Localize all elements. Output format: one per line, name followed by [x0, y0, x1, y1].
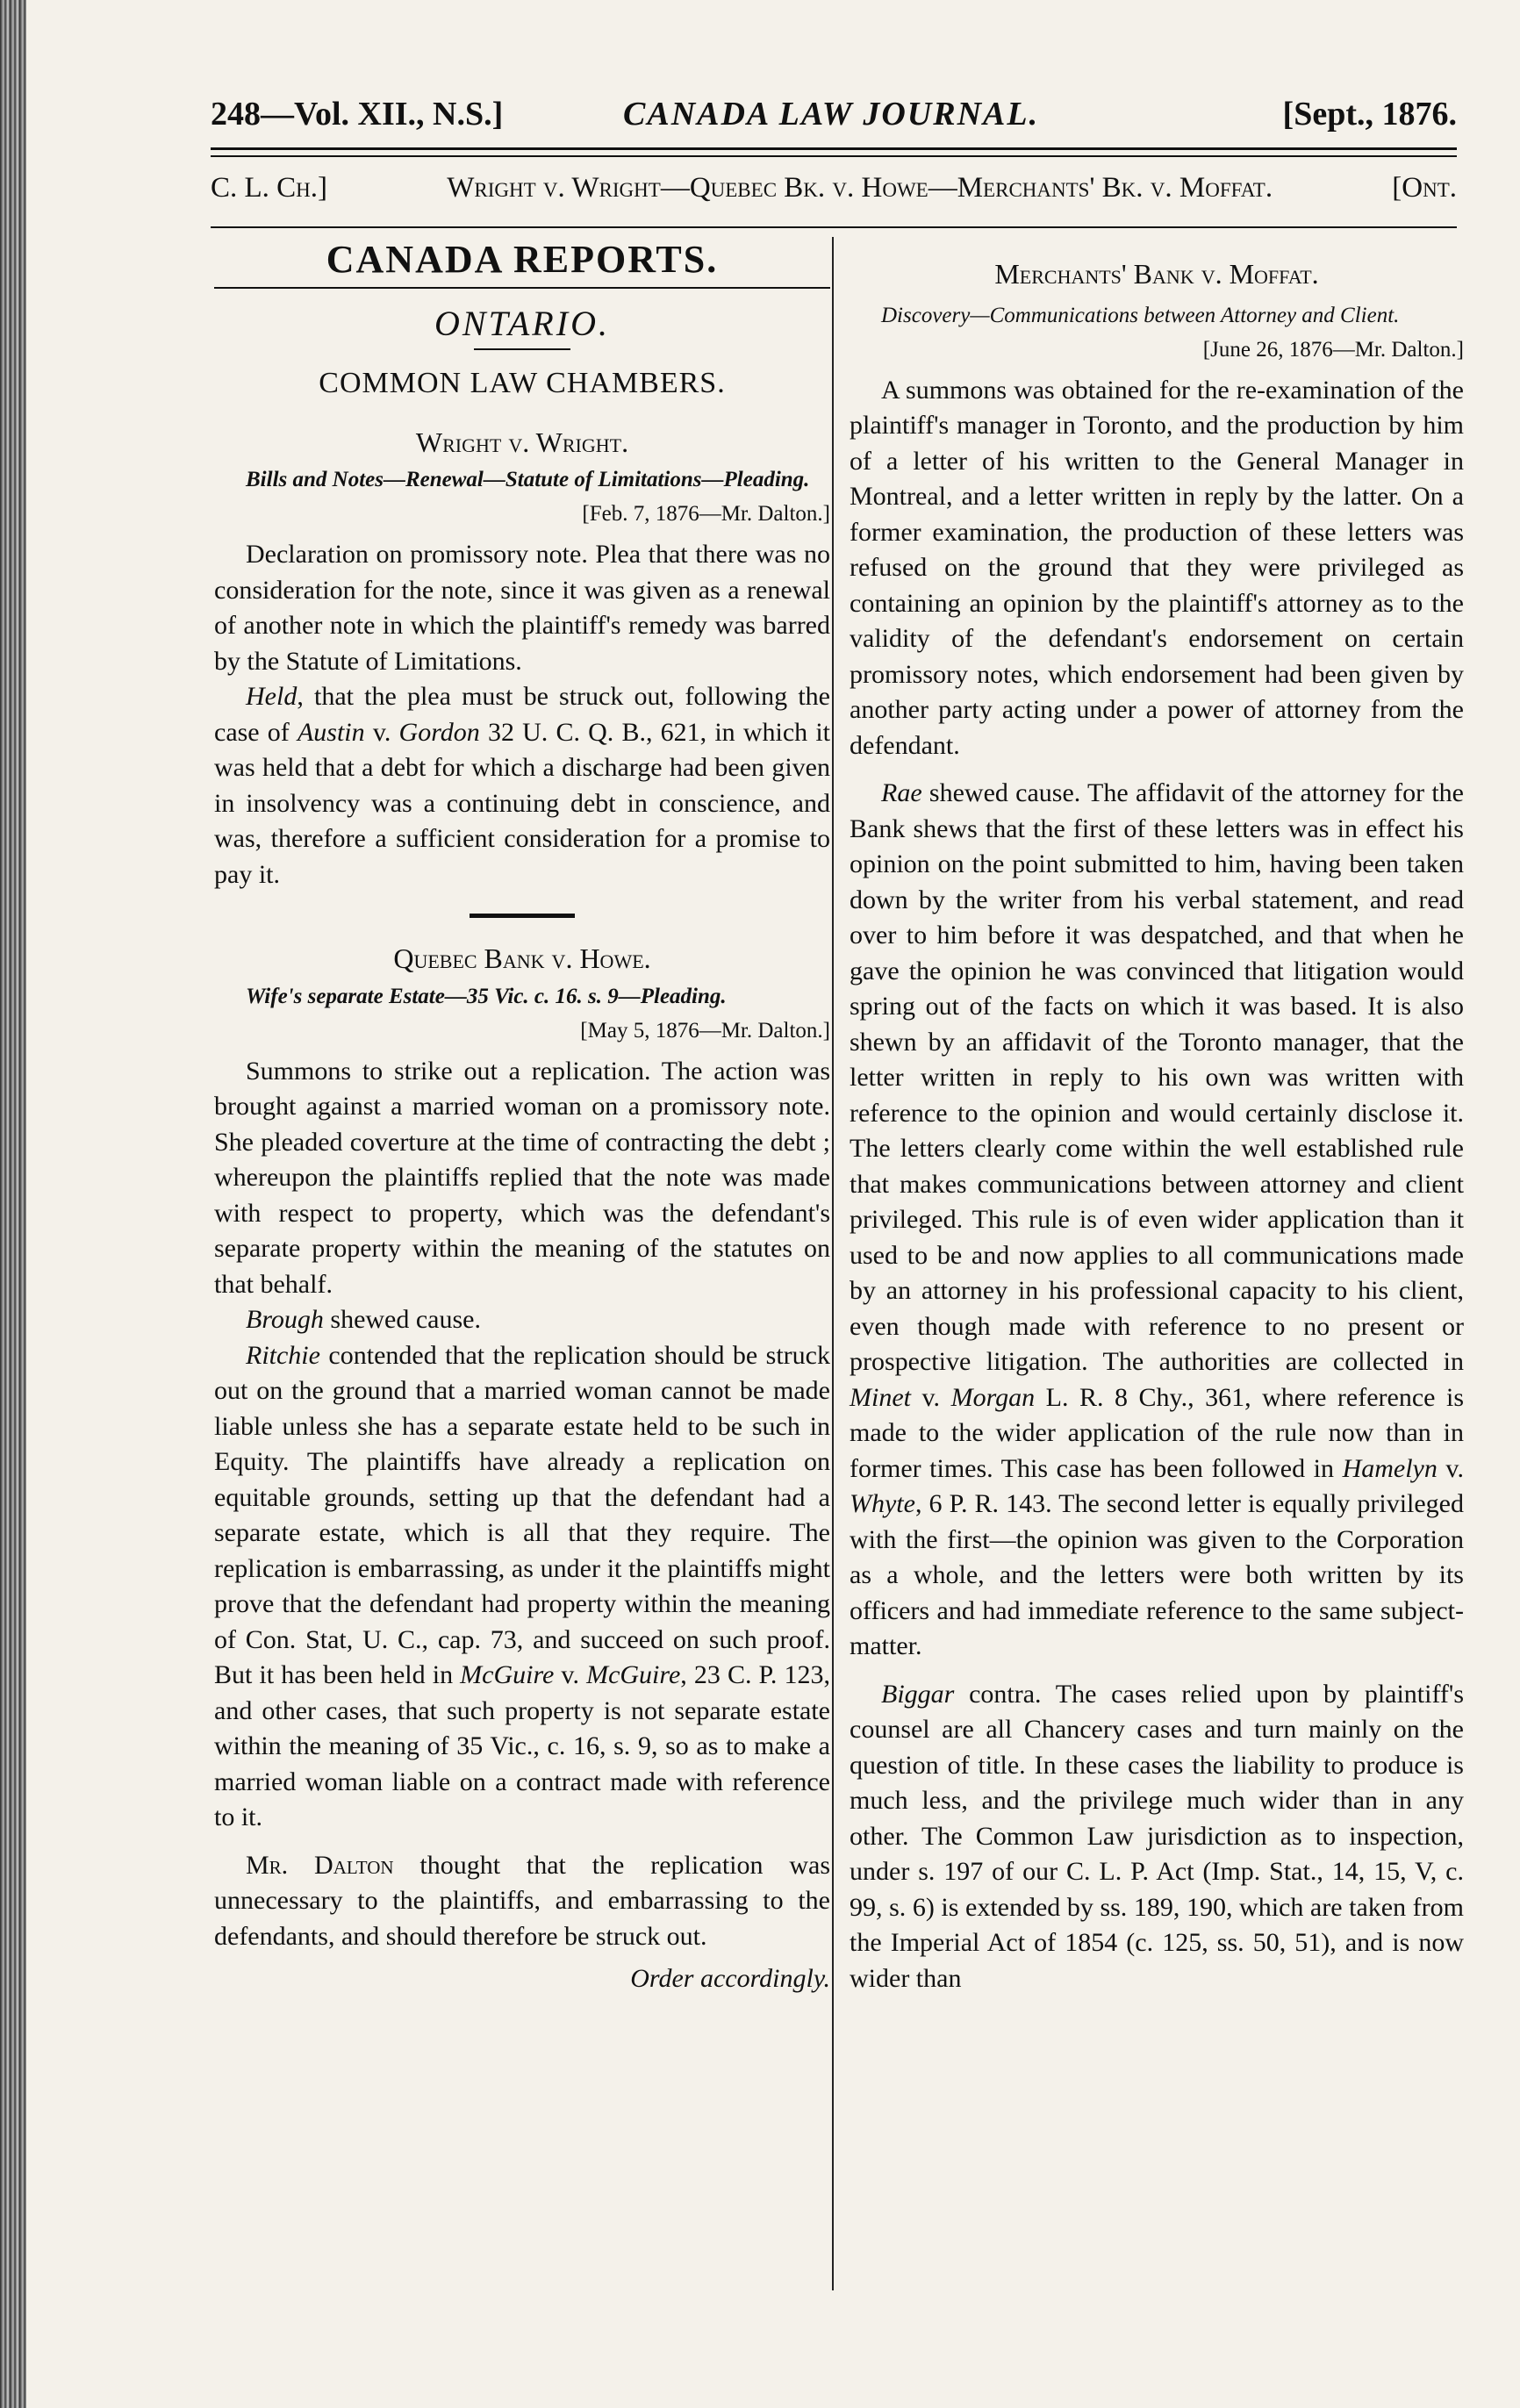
court-heading: COMMON LAW CHAMBERS.: [319, 367, 726, 399]
headnote-wright: Bills and Notes—Renewal—Statute of Limitations—Pleading.: [246, 468, 810, 491]
paragraph: Held, that the plea must be struck out, following the case of Austin v. Gordon 32 U. C. Q. B., 621, in which it was held that a debt for which a discharge had been given in insolvency was a continuing debt in conscience, and was, therefore a sufficient consideration for a promise to pay it.: [214, 682, 830, 889]
column-divider: [832, 237, 834, 2290]
date-wright: [Feb. 7, 1876—Mr. Dalton.]: [582, 502, 830, 526]
paragraph: Biggar contra. The cases relied upon by plaintiff's counsel are all Chancery cases and turn mainly on the question of title. In these cases the liability to produce is much less, and the privilege much wider than in any other. The Common Law jurisdiction as to inspection, under s. 197 of our C. L. P. Act (Imp. Stat., 14, 15, V, c. 99, s. 6) is extended by ss. 189, 190, which are taken from the Imperial Act of 1854 (c. 125, ss. 50, 51), and is now wider than: [850, 1679, 1464, 1993]
right-column: [850, 237, 1464, 1996]
running-header: [211, 95, 1457, 139]
headnote-quebec-bank: Wife's separate Estate—35 Vic. c. 16. s. 9—Pleading.: [246, 984, 727, 1008]
case-title-wright: Wright v. Wright.: [415, 426, 629, 458]
paragraph: A summons was obtained for the re-examination of the plaintiff's manager in Toronto, and the production by him of a letter of his written to the General Manager in Montreal, and a letter written in reply by the latter. On a former examination, the production of these letters was refused on the ground that they were privileged as containing an opinion by the plaintiff's attorney as to the validity of the defendant's endorsement on certain promissory notes, which endorsement had been given by another party acting under a power of attorney from the defendant.: [850, 375, 1464, 760]
section-heading: CANADA REPORTS.: [326, 238, 719, 281]
paragraph: Brough shewed cause.: [246, 1305, 481, 1334]
paragraph: Declaration on promissory note. Plea that there was no consideration for the note, since it was given as a renewal of another note in which the plaintiff's remedy was barred by the Statute of Limitations.: [214, 540, 830, 676]
date-quebec-bank: [May 5, 1876—Mr. Dalton.]: [580, 1018, 830, 1043]
header-double-rule: [211, 147, 1457, 157]
subheader-court: C. L. Ch.]: [211, 172, 328, 204]
header-date: [Sept., 1876.: [1282, 96, 1457, 133]
order-line: Order accordingly.: [630, 1964, 830, 1993]
province-rule: [474, 348, 570, 350]
left-column: [214, 237, 830, 1997]
date-merchants-bank: [June 26, 1876—Mr. Dalton.]: [1202, 337, 1464, 362]
heading-rule: [214, 287, 830, 289]
paragraph: Ritchie contended that the replication should be struck out on the ground that a married woman cannot be made liable unless she has a separate estate held to be such in Equity. The plaintiffs have already a replication on equitable grounds, setting up that the defendant had a separate estate, which is all that they require. The replication is embarrassing, as under it the plaintiffs might prove that the defendant had property within the meaning of Con. Stat, U. C., cap. 73, and succeed on such proof. But it has been held in McGuire v. McGuire, 23 C. P. 123, and other cases, that such property is not separate estate within the meaning of 35 Vic., c. 16, s. 9, so as to make a married woman liable on a contract made with reference to it.: [214, 1340, 830, 1831]
header-journal-title: CANADA LAW JOURNAL.: [623, 96, 1040, 133]
case-title-merchants-bank: Merchants' Bank v. Moffat.: [994, 258, 1319, 290]
province-heading: ONTARIO.: [434, 303, 610, 343]
subheader-province: [Ont.: [1392, 172, 1457, 204]
subheader-rule: [211, 226, 1457, 228]
case-subheader: [211, 172, 1457, 204]
paragraph: Mr. Dalton thought that the replication was unnecessary to the plaintiffs, and embarrassing to the defendants, and should therefore be struck out.: [214, 1850, 830, 1951]
binding-gutter: [0, 0, 26, 2408]
case-separator: [470, 914, 575, 918]
paragraph: Summons to strike out a replication. The action was brought against a married woman on a promissory note. She pleaded coverture at the time of contracting the debt ; whereupon the plaintiffs replied that the note was made with respect to property, which was the defendant's separate property within the meaning of the statutes on that behalf.: [214, 1056, 830, 1299]
case-title-quebec-bank: Quebec Bank v. Howe.: [393, 942, 651, 974]
subheader-cases: Wright v. Wright—Quebec Bk. v. Howe—Merchants' Bk. v. Moffat.: [447, 172, 1273, 204]
header-volume: 248—Vol. XII., N.S.]: [211, 96, 504, 133]
headnote-merchants-bank: Discovery—Communications between Attorney and Client.: [881, 303, 1400, 327]
paragraph: Rae shewed cause. The affidavit of the attorney for the Bank shews that the first of these letters was in effect his opinion on the point submitted to him, having been taken down by the writer from his verbal statement, and read over to him before it was despatched, and that when he gave the opinion he was convinced that litigation would spring out of the facts on which it was based. It is also shewn by an affidavit of the Toronto manager, that the letter written in reply to his own was written with reference to the opinion and would certainly disclose it. The letters clearly come within the well established rule that makes communications between attorney and client privileged. This rule is of even wider application than it used to be and now applies to all communications made by an attorney in his professional capacity to his client, even though made with reference to no present or prospective litigation. The authorities are collected in Minet v. Morgan L. R. 8 Chy., 361, where reference is made to the wider application of the rule now than in former times. This case has been followed in Hamelyn v. Whyte, 6 P. R. 143. The second letter is equally privileged with the first—the opinion was given to the Corporation as a whole, and the letters were both written by its officers and had immediate reference to the same subject-matter.: [850, 778, 1464, 1660]
